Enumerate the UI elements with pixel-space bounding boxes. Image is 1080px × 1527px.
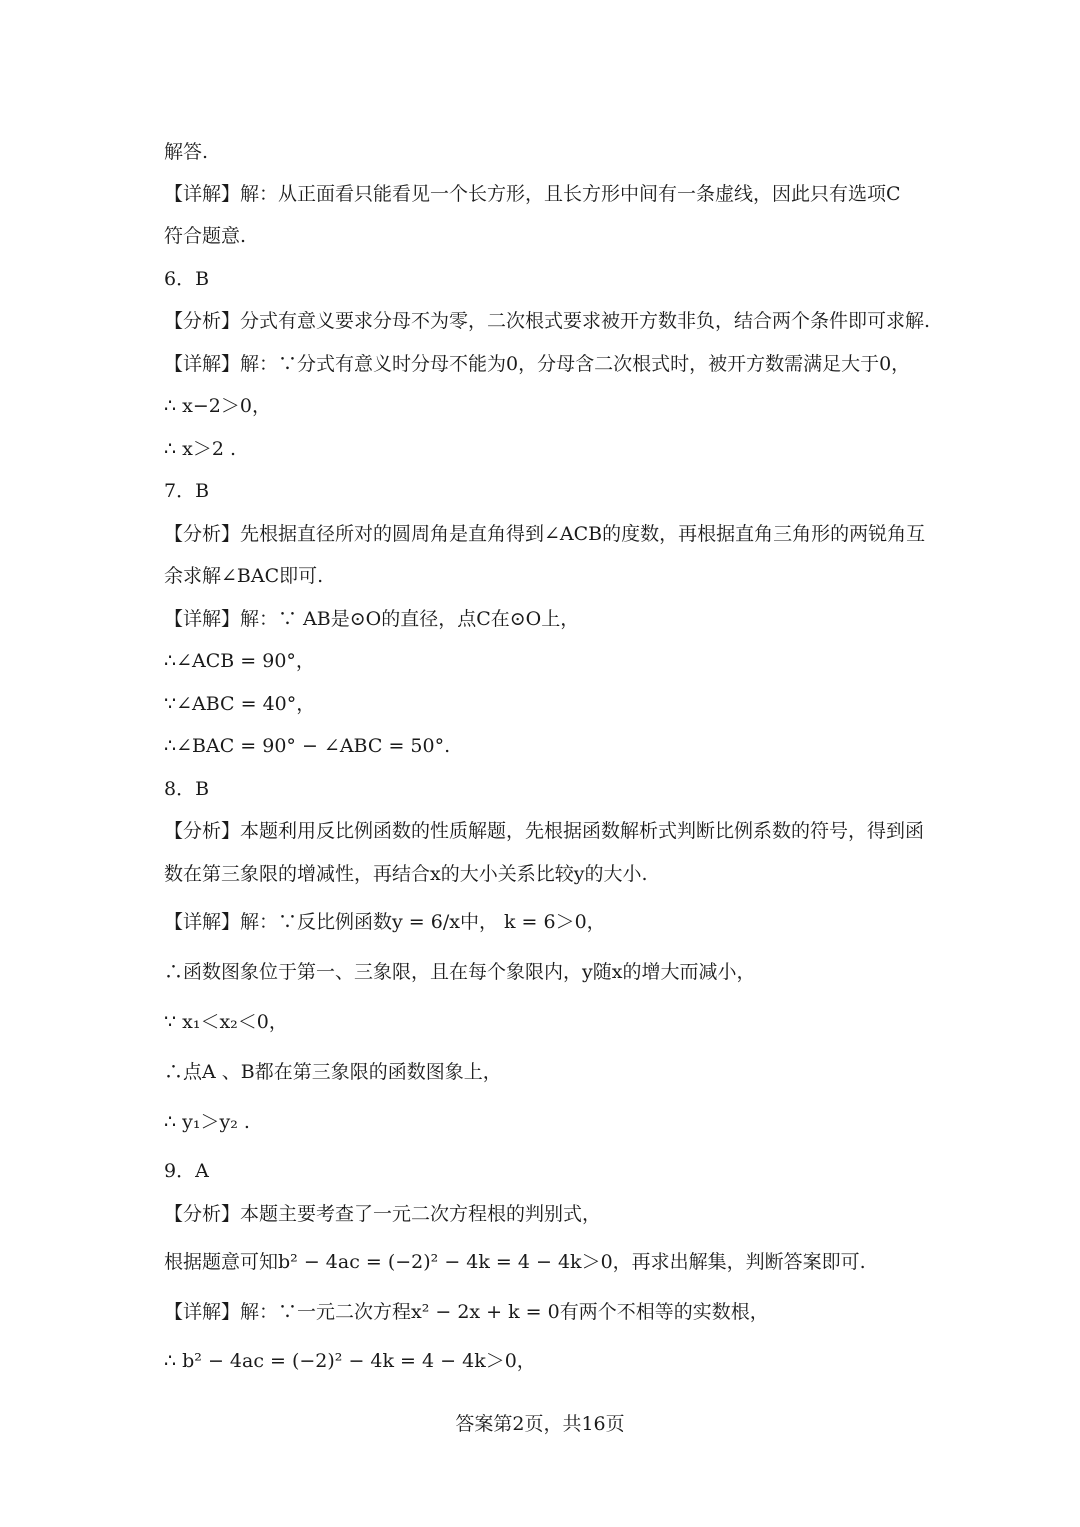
line-11: 余求解∠BAC即可.	[164, 565, 324, 587]
line-15: ∴∠BAC = 90° − ∠ABC = 50°.	[164, 735, 451, 757]
line-22: ∴点A 、B都在第三象限的函数图象上，	[164, 1061, 502, 1083]
line-24: 9．A	[164, 1160, 209, 1182]
line-10: 【分析】先根据直径所对的圆周角是直角得到∠ACB的度数，再根据直角三角形的两锐角互	[164, 523, 926, 545]
line-13: ∴∠ACB = 90°，	[164, 650, 315, 672]
line-17: 【分析】本题利用反比例函数的性质解题，先根据函数解析式判断比例系数的符号，得到函	[164, 820, 925, 842]
line-25: 【分析】本题主要考查了一元二次方程根的判别式，	[164, 1203, 602, 1225]
line-5: 【分析】分式有意义要求分母不为零，二次根式要求被开方数非负，结合两个条件即可求解.	[164, 310, 931, 332]
line-6: 【详解】解：∵分式有意义时分母不能为0，分母含二次根式时，被开方数需满足大于0，	[164, 353, 911, 375]
line-27: 【详解】解：∵一元二次方程x² − 2x + k = 0有两个不相等的实数根，	[164, 1301, 769, 1323]
line-12: 【详解】解：∵ AB是⊙O的直径，点C在⊙O上，	[164, 608, 580, 630]
page-footer: 答案第2页，共16页	[455, 1413, 625, 1435]
line-2: 【详解】解：从正面看只能看见一个长方形，且长方形中间有一条虚线，因此只有选项C	[164, 183, 901, 205]
line-3: 符合题意.	[164, 225, 247, 247]
line-7: ∴ x−2＞0，	[164, 395, 271, 417]
line-8: ∴ x＞2 .	[164, 438, 237, 460]
line-26: 根据题意可知b² − 4ac = (−2)² − 4k = 4 − 4k＞0，再求出解集，判断答案即可.	[164, 1251, 866, 1273]
line-23: ∴ y₁＞y₂ .	[164, 1111, 250, 1133]
line-20: ∴函数图象位于第一、三象限，且在每个象限内，y随x的增大而减小，	[164, 961, 756, 983]
line-28: ∴ b² − 4ac = (−2)² − 4k = 4 − 4k＞0，	[164, 1350, 536, 1372]
line-16: 8．B	[164, 778, 210, 800]
line-1: 解答.	[164, 141, 209, 163]
line-19: 【详解】解：∵反比例函数y = 6/x中， k = 6＞0，	[164, 911, 606, 933]
line-21: ∵ x₁＜x₂＜0，	[164, 1011, 288, 1033]
line-9: 7．B	[164, 480, 210, 502]
line-14: ∵∠ABC = 40°，	[164, 693, 316, 715]
line-18: 数在第三象限的增减性，再结合x的大小关系比较y的大小.	[164, 863, 648, 885]
line-4: 6．B	[164, 268, 210, 290]
